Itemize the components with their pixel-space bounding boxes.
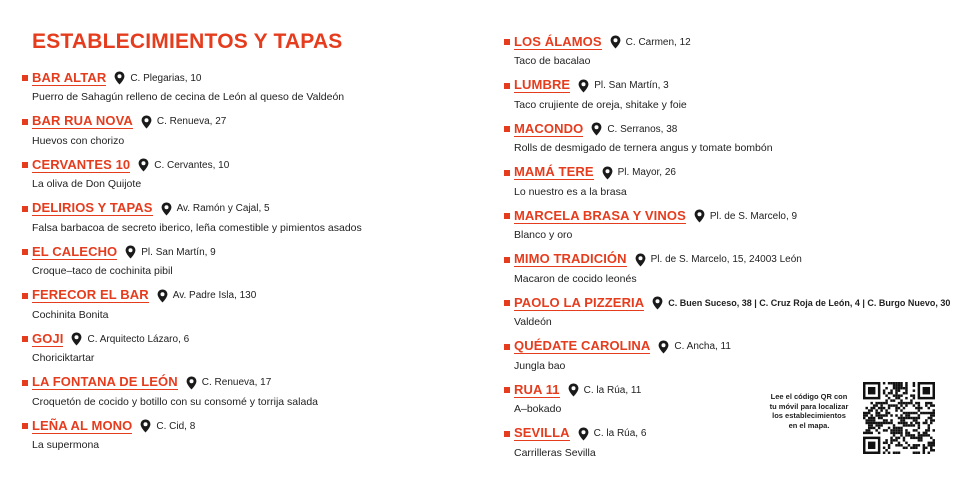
establishment-name: MAMÁ TERE [514,164,594,179]
establishment-name: LA FONTANA DE LEÓN [32,374,178,389]
establishment-name: MACONDO [514,120,584,136]
establishment-address: C. la Rúa, 11 [583,384,642,396]
establishment-address: Av. Ramón y Cajal, 5 [176,203,270,214]
bullet-square-icon [504,83,510,89]
establishment-address: C. Serranos, 38 [607,123,678,135]
map-pin-icon [694,209,705,223]
establishment-entry [22,416,462,460]
establishment-name: PAOLO LA PIZZERIA [514,294,645,310]
bullet-square-icon [504,170,510,176]
establishment-address: C. Ancha, 11 [674,341,731,352]
tapa-description: Taco crujiente de oreja, shitake y foie [514,98,687,111]
establishment-entry [22,373,462,417]
establishment-address: Pl. de S. Marcelo, 15, 24003 León [650,254,802,265]
establishment-entry [504,76,944,120]
establishment-address: Pl. Mayor, 26 [617,167,676,178]
map-pin-icon [138,158,149,172]
entry-header [22,286,462,306]
entry-header [22,373,462,393]
map-pin-icon [157,289,168,303]
establishment-entry [504,119,944,163]
bullet-square-icon [504,257,510,263]
establishment-name: EL CALECHO [32,243,118,259]
establishment-name: MIMO TRADICIÓN [514,251,627,266]
map-pin-icon [635,253,646,267]
entry-header [504,76,944,96]
map-pin-icon [161,202,172,216]
entry-header [22,112,462,132]
establishment-name: CERVANTES 10 [32,156,131,172]
tapa-description: Valdeón [514,316,552,328]
establishment-address: Pl. de S. Marcelo, 9 [709,210,798,222]
entry-header [504,119,944,139]
establishment-name: RUA 11 [514,381,560,397]
bullet-square-icon [22,336,28,342]
bullet-square-icon [504,213,510,219]
establishment-entry [22,112,462,156]
tapa-description: Croque–taco de cochinita pibil [32,265,173,277]
establishment-name: BAR ALTAR [32,69,107,85]
map-pin-icon [578,79,589,93]
bullet-square-icon [504,387,510,393]
tapa-description: Falsa barbacoa de secreto iberico, leña comestible y pimientos asados [32,221,362,234]
tapa-description: Choriciktartar [32,352,95,364]
tapa-description: Puerro de Sahagún relleno de cecina de León al queso de Valdeón [32,91,345,103]
bullet-square-icon [22,162,28,168]
bullet-square-icon [504,39,510,45]
establishment-address: Av. Padre Isla, 130 [172,290,257,301]
entry-header [22,416,462,436]
bullet-square-icon [22,119,28,125]
tapa-description: Cochinita Bonita [32,308,109,321]
qr-code-icon[interactable] [863,382,935,454]
establishment-address: C. Renueva, 17 [201,377,272,388]
tapa-description: Blanco y oro [514,229,573,241]
left-column [22,68,462,460]
entry-header [22,155,462,175]
bullet-square-icon [22,75,28,81]
map-pin-icon [658,340,669,354]
establishment-address: C. Cervantes, 10 [154,159,230,171]
tapa-description: Macaron de cocido leonés [514,272,637,285]
establishment-address: Pl. San Martín, 3 [594,80,669,91]
establishment-entry [22,286,462,330]
entry-header [504,337,944,357]
establishment-entry [504,206,944,250]
tapa-description: Croquetón de cocido y botillo con su consomé y torrija salada [32,395,318,408]
map-pin-icon [114,71,125,85]
tapa-description: La supermona [32,439,100,451]
establishment-entry [504,163,944,207]
establishment-address: C. Buen Suceso, 38 | C. Cruz Roja de León, 4 | C. Burgo Nuevo, 30 [668,298,951,308]
map-pin-icon [140,419,151,433]
establishment-entry [22,329,462,373]
establishment-address: C. Renueva, 27 [156,116,227,127]
establishment-entry [504,293,951,337]
map-pin-icon [186,376,197,390]
establishment-name: LOS ÁLAMOS [514,33,602,49]
tapa-description: La oliva de Don Quijote [32,178,142,190]
map-pin-icon [125,245,136,259]
entry-header [22,329,462,349]
bullet-square-icon [504,344,510,350]
establishment-address: C. Arquitecto Lázaro, 6 [87,333,190,345]
tapa-description: Carrilleras Sevilla [514,446,596,459]
bullet-square-icon [22,206,28,212]
establishment-entry [22,68,462,112]
bullet-square-icon [504,431,510,437]
establishment-address: C. la Rúa, 6 [593,428,647,439]
map-pin-icon [71,332,82,346]
establishment-entry [22,155,462,199]
tapa-description: Huevos con chorizo [32,134,125,147]
entry-header [504,163,944,183]
entry-header [504,293,951,313]
qr-instructions: Lee el código QR con tu móvil para localizar los establecimientos en el mapa. [769,392,849,430]
entry-header [504,250,944,270]
establishment-name: DELIRIOS Y TAPAS [32,200,153,215]
map-pin-icon [578,427,589,441]
establishment-name: FERECOR EL BAR [32,287,149,302]
map-pin-icon [652,296,663,310]
establishment-entry [504,32,944,76]
entry-header [22,242,462,262]
page-title: ESTABLECIMIENTOS Y TAPAS [32,30,343,53]
bullet-square-icon [22,380,28,386]
bullet-square-icon [22,293,28,299]
entry-header [504,32,944,52]
tapa-description: Rolls de desmigado de ternera angus y tomate bombón [514,142,773,154]
bullet-square-icon [504,300,510,306]
entry-header [22,199,462,219]
establishment-entry [504,250,944,294]
map-pin-icon [602,166,613,180]
establishment-address: C. Plegarias, 10 [130,72,202,84]
establishment-name: LEÑA AL MONO [32,417,133,433]
establishment-entry [22,242,462,286]
establishment-name: GOJI [32,330,64,346]
entry-header [22,68,462,88]
tapa-description: Jungla bao [514,359,566,372]
establishment-address: C. Cid, 8 [156,420,196,432]
map-pin-icon [568,383,579,397]
bullet-square-icon [22,423,28,429]
establishment-name: QUÉDATE CAROLINA [514,338,651,353]
tapa-description: A–bokado [514,403,562,415]
entry-header [504,206,944,226]
establishment-entry [504,337,944,381]
establishment-address: Pl. San Martín, 9 [141,246,216,258]
tapa-description: Lo nuestro es a la brasa [514,185,627,198]
map-pin-icon [141,115,152,129]
establishment-entry [22,199,462,243]
establishment-address: C. Carmen, 12 [625,36,691,48]
bullet-square-icon [22,249,28,255]
tapa-description: Taco de bacalao [514,55,591,67]
establishment-name: BAR RUA NOVA [32,113,133,128]
establishment-name: SEVILLA [514,425,570,440]
establishment-name: LUMBRE [514,77,571,92]
establishment-name: MARCELA BRASA Y VINOS [514,207,686,223]
bullet-square-icon [504,126,510,132]
map-pin-icon [610,35,621,49]
map-pin-icon [591,122,602,136]
